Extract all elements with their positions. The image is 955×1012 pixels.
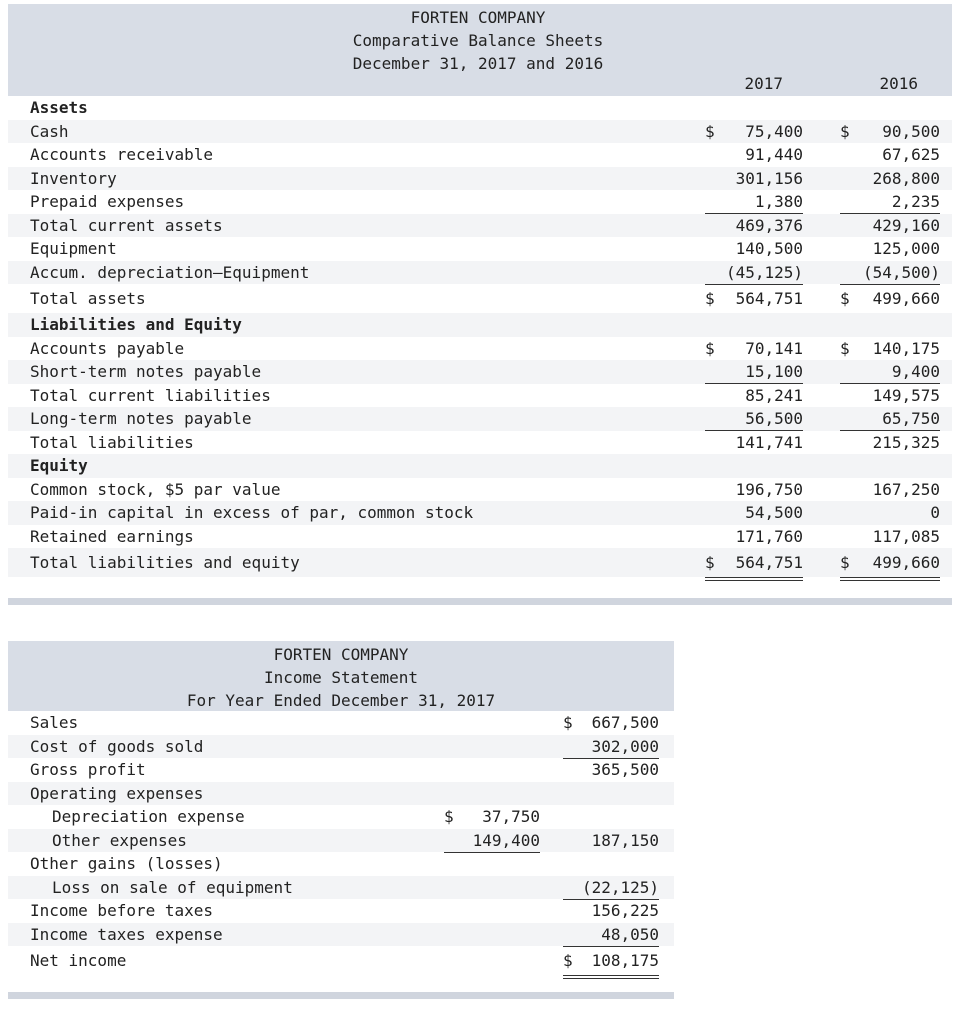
bs-row-long-term-notes-payable: [8, 407, 952, 431]
currency-symbol: $: [563, 713, 573, 732]
statement-date: December 31, 2017 and 2016: [352, 54, 604, 73]
bs-row-total-liabilities-and-equity: [8, 548, 952, 577]
income-statement: [8, 641, 674, 999]
bs-row-equipment: [8, 237, 952, 261]
is-row-depreciation-expense: [8, 805, 674, 829]
row-label: Other gains (losses): [30, 854, 223, 873]
bs-row-short-term-notes-payable: [8, 360, 952, 384]
income-statement-header: [8, 641, 674, 711]
bs-row-paid-in-capital-in-excess-of-par-common-stock: [8, 501, 952, 525]
value-col-1: $ 70,141: [705, 338, 803, 358]
is-row-other-expenses: [8, 829, 674, 853]
is-row-operating-expenses: [8, 782, 674, 806]
value-col-2: 149,575: [872, 385, 940, 405]
value-col-2: $ 667,500: [563, 713, 659, 732]
value-col-1: $ 75,400: [705, 121, 803, 141]
value-col-2: 187,150: [591, 830, 659, 850]
balance-sheet: [8, 4, 952, 606]
value-col-2: $ 140,175: [840, 338, 940, 358]
row-label: Cost of goods sold: [30, 736, 204, 756]
value-col-2: 0: [930, 503, 940, 522]
statement-name: Income Statement: [263, 668, 419, 687]
value-col-2: 215,325: [872, 432, 940, 452]
value-col-2: $ 90,500: [840, 121, 940, 141]
row-label: Retained earnings: [30, 526, 194, 546]
bs-row-prepaid-expenses: [8, 190, 952, 214]
is-row-net-income: [8, 946, 674, 975]
value-col-2: $ 499,660: [840, 548, 940, 581]
row-label: Common stock, $5 par value: [30, 479, 281, 499]
is-row-income-before-taxes: [8, 899, 674, 923]
value-col-2: (22,125): [563, 876, 659, 900]
currency-symbol: $: [840, 338, 850, 358]
value-col-2: 365,500: [591, 760, 659, 779]
row-label: Total liabilities: [30, 432, 194, 452]
value-col-2: (54,500): [840, 261, 940, 285]
income-statement-title: [8, 643, 674, 712]
bs-row-liabilities-and-equity: [8, 313, 952, 337]
value-col-2: 302,000: [563, 735, 659, 759]
row-label: Short-term notes payable: [30, 362, 262, 381]
bs-row-accounts-payable: [8, 337, 952, 361]
currency-symbol: $: [705, 553, 715, 572]
balance-sheet-footer-bar: [8, 598, 952, 605]
value-col-2: 167,250: [872, 479, 940, 499]
row-label: Total current liabilities: [30, 385, 271, 405]
row-label: Accounts receivable: [30, 145, 214, 164]
bs-row-total-current-assets: [8, 214, 952, 238]
value-col-1: $ 37,750: [444, 807, 540, 826]
is-row-sales: [8, 711, 674, 735]
value-col-1: 15,100: [705, 360, 803, 384]
bs-row-assets: [8, 96, 952, 120]
row-label: Long-term notes payable: [30, 409, 252, 428]
row-label: Accounts payable: [30, 338, 185, 358]
value-col-1: 85,241: [745, 385, 803, 405]
value-col-1: 149,400: [444, 829, 540, 853]
year-header-2016: 2016: [879, 74, 918, 93]
currency-symbol: $: [444, 807, 454, 826]
is-row-cost-of-goods-sold: [8, 735, 674, 759]
value-col-2: 125,000: [872, 239, 940, 258]
value-col-1: 56,500: [705, 407, 803, 431]
balance-sheet-title: [8, 6, 948, 75]
bs-row-common-stock-5-par-value: [8, 478, 952, 502]
row-label: Gross profit: [30, 760, 146, 779]
value-col-2: 67,625: [882, 145, 940, 164]
value-col-1: $ 564,751: [705, 548, 803, 581]
row-label: Liabilities and Equity: [30, 315, 242, 334]
row-label: Total assets: [30, 289, 146, 308]
bs-row-total-current-liabilities: [8, 384, 952, 408]
value-col-2: 117,085: [840, 525, 940, 549]
company-name: FORTEN COMPANY: [273, 645, 409, 664]
bs-row-equity: [8, 454, 952, 478]
currency-symbol: $: [840, 121, 850, 141]
is-row-other-gains-losses: [8, 852, 674, 876]
value-col-2: 9,400: [840, 360, 940, 384]
row-label: Cash: [30, 121, 69, 141]
row-label: Inventory: [30, 168, 117, 188]
bs-row-cash: [8, 120, 952, 144]
income-statement-footer-bar: [8, 992, 674, 999]
value-col-2: 65,750: [840, 407, 940, 431]
is-row-income-taxes-expense: [8, 923, 674, 947]
value-col-2: 156,225: [591, 901, 659, 920]
currency-symbol: $: [705, 338, 715, 358]
row-label: Total liabilities and equity: [30, 553, 300, 572]
balance-sheet-header: [8, 4, 952, 96]
is-row-gross-profit: [8, 758, 674, 782]
row-label: Income before taxes: [30, 901, 214, 920]
value-col-2: 429,160: [872, 215, 940, 235]
row-label: Loss on sale of equipment: [52, 877, 293, 897]
currency-symbol: $: [840, 553, 850, 572]
row-label: Equity: [30, 456, 88, 475]
row-label: Paid-in capital in excess of par, common stock: [30, 503, 474, 522]
value-col-2: 48,050: [563, 923, 659, 947]
row-label: Income taxes expense: [30, 924, 223, 944]
currency-symbol: $: [705, 121, 715, 141]
bs-row-retained-earnings: [8, 525, 952, 549]
currency-symbol: $: [563, 951, 573, 970]
value-col-1: 141,741: [735, 432, 803, 452]
value-col-2: $ 108,175: [563, 946, 659, 979]
row-label: Operating expenses: [30, 783, 204, 803]
value-col-2: $ 499,660: [840, 284, 940, 317]
value-col-1: $ 564,751: [705, 284, 803, 317]
value-col-1: 301,156: [735, 168, 803, 188]
row-label: Accum. depreciation—Equipment: [30, 262, 310, 282]
value-col-1: 1,380: [705, 190, 803, 214]
row-label: Total current assets: [30, 215, 223, 235]
row-label: Assets: [30, 98, 88, 117]
row-label: Prepaid expenses: [30, 192, 185, 211]
currency-symbol: $: [705, 289, 715, 308]
row-label: Net income: [30, 951, 127, 970]
value-col-1: 140,500: [735, 239, 803, 258]
bs-row-total-assets: [8, 284, 952, 313]
company-name: FORTEN COMPANY: [410, 8, 546, 27]
bs-row-total-liabilities: [8, 431, 952, 455]
value-col-1: (45,125): [705, 261, 803, 285]
value-col-2: 2,235: [840, 190, 940, 214]
currency-symbol: $: [840, 289, 850, 308]
row-label: Equipment: [30, 239, 117, 258]
bs-row-accum-depreciation-equipment: [8, 261, 952, 285]
bs-row-inventory: [8, 167, 952, 191]
row-label: Other expenses: [52, 830, 187, 850]
value-col-1: 469,376: [735, 215, 803, 235]
statement-name: Comparative Balance Sheets: [352, 31, 604, 50]
row-label: Depreciation expense: [52, 807, 245, 826]
is-row-loss-on-sale-of-equipment: [8, 876, 674, 900]
value-col-1: 91,440: [745, 145, 803, 164]
value-col-1: 171,760: [705, 525, 803, 549]
statement-period: For Year Ended December 31, 2017: [186, 691, 496, 710]
bs-row-accounts-receivable: [8, 143, 952, 167]
value-col-2: 268,800: [872, 168, 940, 188]
value-col-1: 196,750: [735, 479, 803, 499]
row-label: Sales: [30, 713, 79, 732]
value-col-1: 54,500: [745, 503, 803, 522]
year-header-2017: 2017: [744, 74, 783, 93]
